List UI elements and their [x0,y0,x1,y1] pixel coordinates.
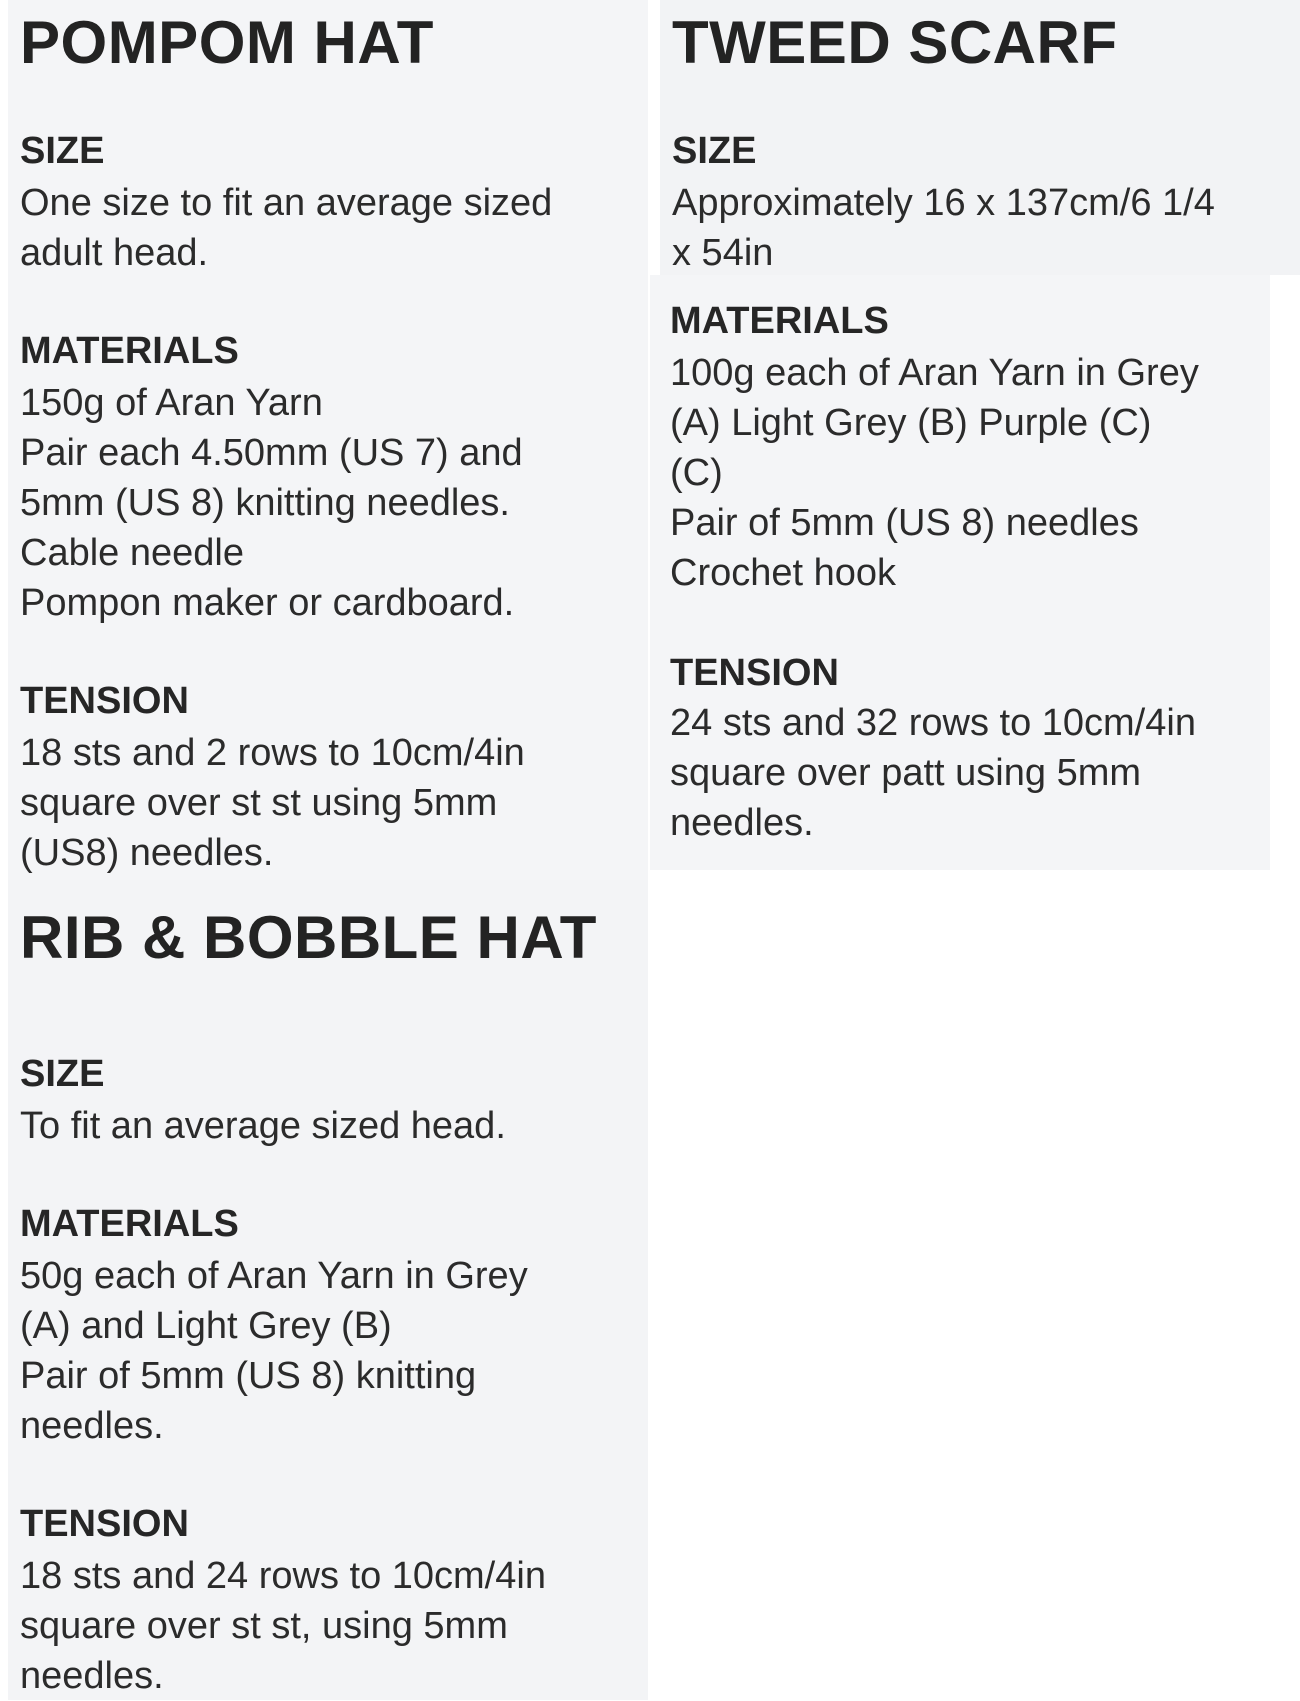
pompom-materials-heading: MATERIALS [20,330,239,372]
rib-tension-line: square over st st, using 5mm [20,1605,508,1647]
scarf-size-line: x 54in [672,232,774,274]
scarf-size-line: Approximately 16 x 137cm/6 1/4 [672,182,1215,224]
pompom-tension-line: (US8) needles. [20,832,274,874]
pompom-tension-line: square over st st using 5mm [20,782,498,824]
pompom-tension-line: 18 sts and 2 rows to 10cm/4in [20,732,525,774]
scarf-materials-text [670,348,1199,598]
scarf-tension-line: 24 sts and 32 rows to 10cm/4in [670,702,1196,744]
scarf-materials-line: (A) Light Grey (B) Purple (C) [670,402,1152,444]
pompom-materials-line: 5mm (US 8) knitting needles. [20,482,510,524]
rib-tension-heading: TENSION [20,1503,189,1545]
pompom-tension-text [20,728,525,878]
pompom-size-text [20,178,552,278]
scarf-tension-text [670,698,1196,848]
scarf-materials-heading: MATERIALS [670,300,889,342]
scarf-materials-line: 100g each of Aran Yarn in Grey [670,352,1199,394]
pompom-tension-heading: TENSION [20,680,189,722]
pompom-materials-text [20,378,523,628]
pompom-size-line: adult head. [20,232,209,274]
rib-bobble-hat-title: RIB & BOBBLE HAT [20,904,597,971]
scarf-materials-line: (C) [670,452,723,494]
pompom-materials-line: Cable needle [20,532,244,574]
scarf-tension-heading: TENSION [670,652,839,694]
pompom-hat-title: POMPOM HAT [20,9,434,76]
scarf-materials-line: Crochet hook [670,552,897,594]
pompom-size-heading: SIZE [20,130,105,172]
rib-size-text [20,1101,506,1151]
pompom-materials-line: 150g of Aran Yarn [20,382,323,424]
pompom-materials-line: Pair each 4.50mm (US 7) and [20,432,523,474]
scarf-tension-line: square over patt using 5mm [670,752,1142,794]
rib-materials-line: 50g each of Aran Yarn in Grey [20,1255,528,1297]
rib-materials-line: Pair of 5mm (US 8) knitting [20,1355,477,1397]
rib-tension-line: needles. [20,1655,164,1697]
rib-tension-text [20,1551,546,1701]
scarf-tension-line: needles. [670,802,814,844]
rib-materials-text [20,1251,528,1451]
pompom-materials-line: Pompon maker or cardboard. [20,582,515,624]
rib-size-heading: SIZE [20,1053,105,1095]
tweed-scarf-title: TWEED SCARF [672,9,1118,76]
rib-materials-line: (A) and Light Grey (B) [20,1305,392,1347]
rib-size-line: To fit an average sized head. [20,1105,506,1147]
pompom-size-line: One size to fit an average sized [20,182,553,224]
scarf-materials-line: Pair of 5mm (US 8) needles [670,502,1139,544]
scarf-size-heading: SIZE [672,130,757,172]
scarf-size-text [672,178,1215,278]
rib-tension-line: 18 sts and 24 rows to 10cm/4in [20,1555,546,1597]
rib-materials-line: needles. [20,1405,164,1447]
rib-materials-heading: MATERIALS [20,1203,239,1245]
